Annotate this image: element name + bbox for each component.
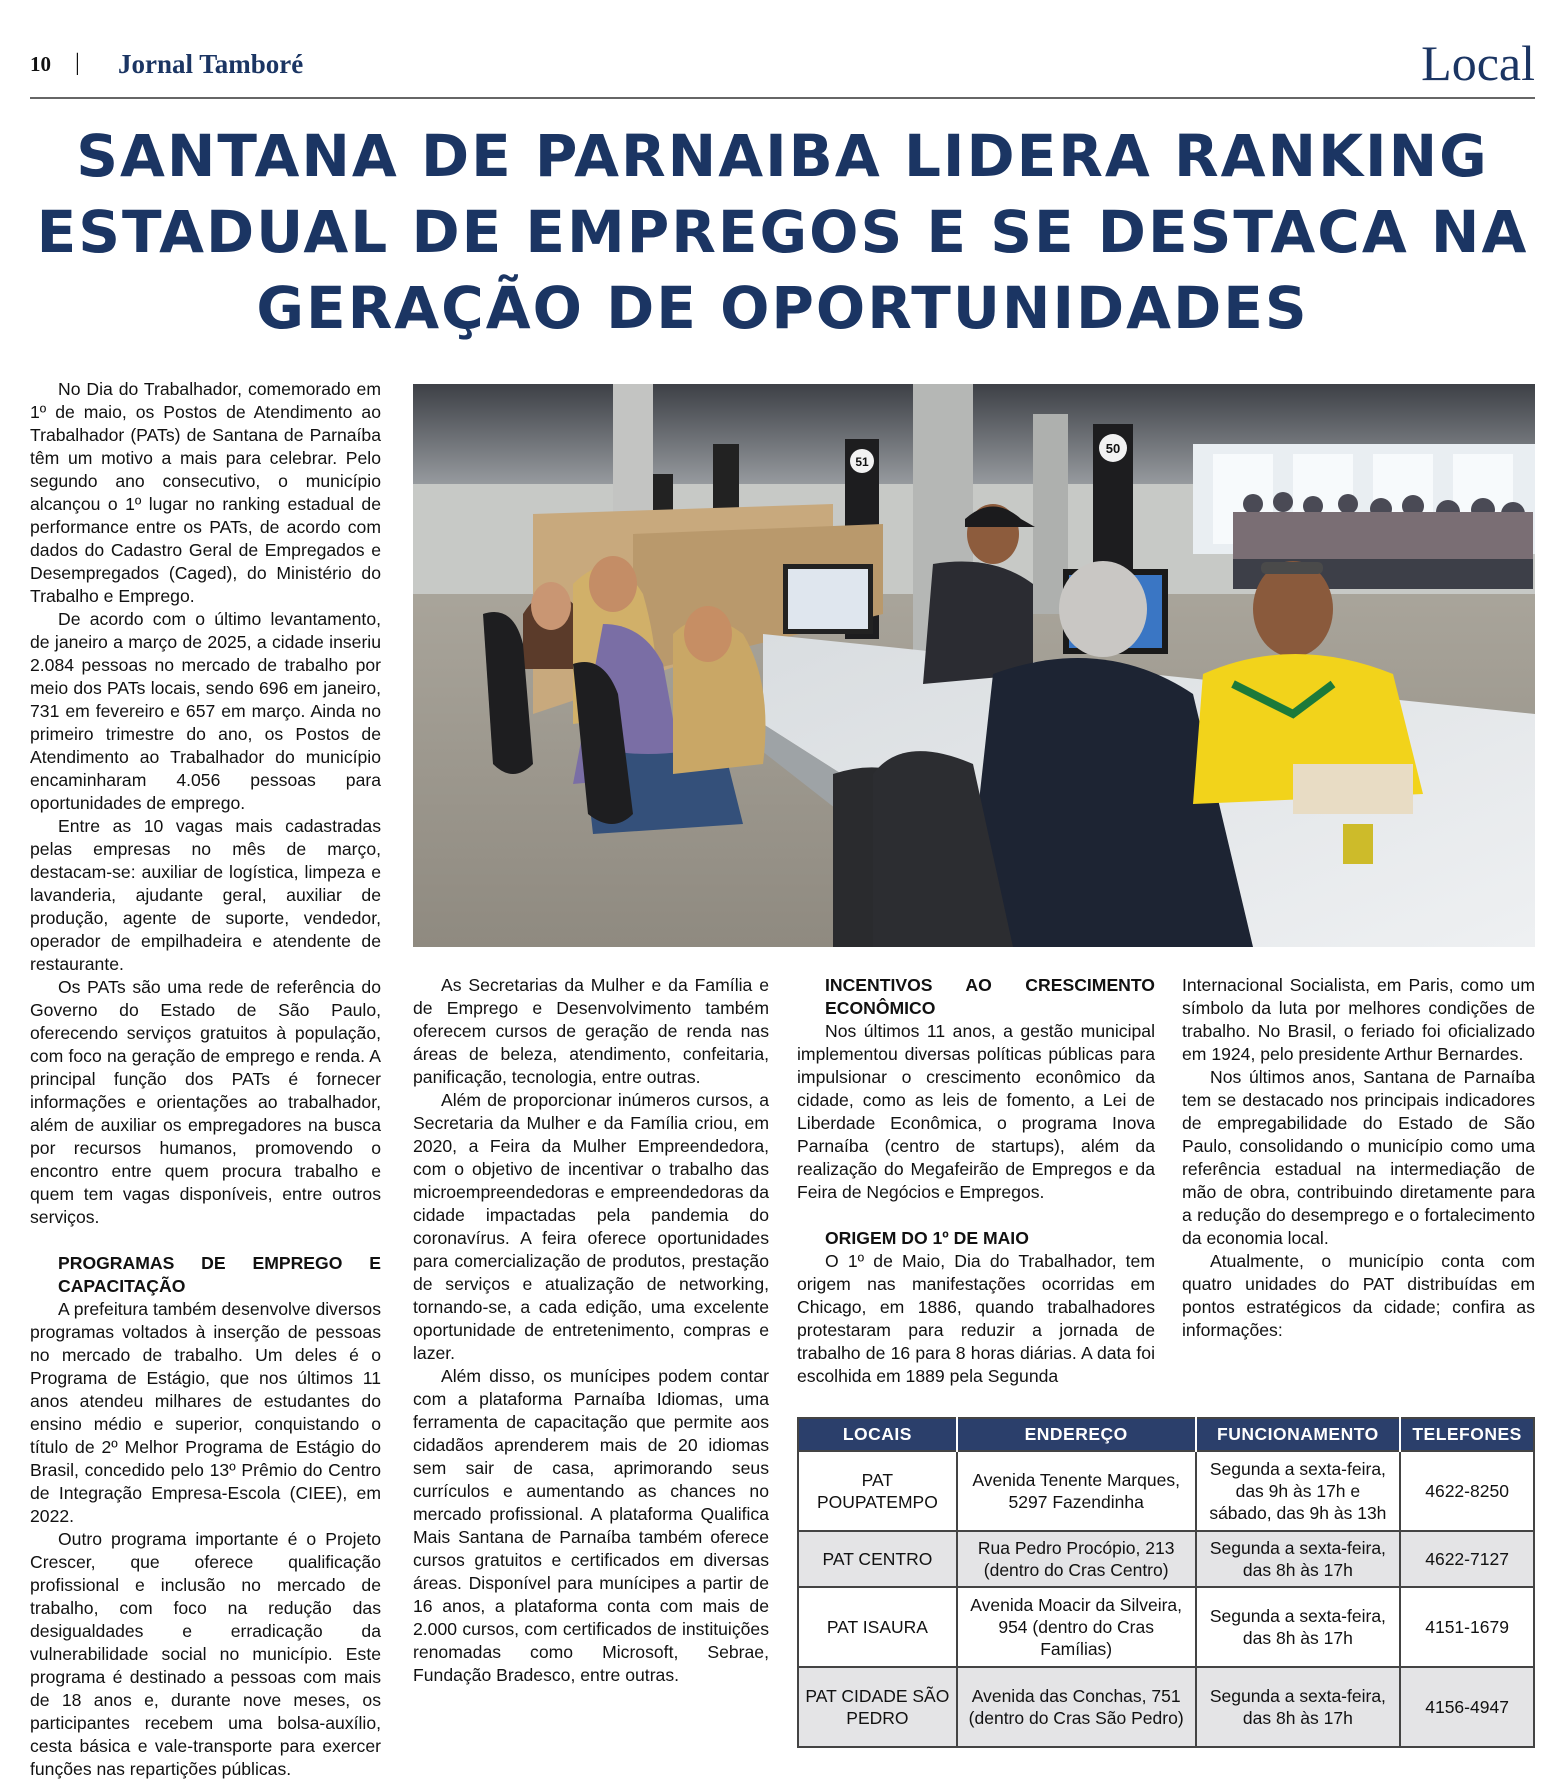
paragraph: No Dia do Trabalhador, comemorado em 1º de maio, os Postos de Atendimento ao Trabalhador (PATs) de Santana de Parnaíba têm um motivo a mais para celebrar. Pelo segundo ano consecutivo, o município alcançou o 1º lugar no ranking estadual de performance entre os PATs, de acordo com dados do Cadastro Geral de Empregados e Desempregados (Caged), do Ministério do Trabalho e Emprego. xyxy=(30,379,381,606)
article-column-1 xyxy=(30,378,381,1781)
column-header: LOCAIS xyxy=(798,1418,957,1451)
table-cell-local: PAT POUPATEMPO xyxy=(798,1451,957,1531)
booth-number: 50 xyxy=(1105,441,1121,456)
article-column-3 xyxy=(797,974,1155,1388)
table-cell-endereco: Avenida das Conchas, 751 (dentro do Cras São Pedro) xyxy=(957,1667,1196,1747)
table-row xyxy=(798,1451,1534,1531)
table-cell-funcionamento: Segunda a sexta-feira, das 8h às 17h xyxy=(1196,1667,1401,1747)
table-cell-endereco: Rua Pedro Procópio, 213 (dentro do Cras Centro) xyxy=(957,1531,1196,1587)
table-cell-endereco: Avenida Tenente Marques, 5297 Fazendinha xyxy=(957,1451,1196,1531)
paragraph: Além de proporcionar inúmeros cursos, a Secretaria da Mulher e da Família criou, em 2020, a Feira da Mulher Empreendedora, com o objetivo de incentivar o trabalho das microempreendedoras e empreendedoras da cidade impactadas pela pandemia do coronavírus. A feira oferece oportunidades para comercialização de produtos, prestação de serviços e atualização de networking, tornando-se, a cada edição, uma excelente oportunidade de entretenimento, compras e lazer. xyxy=(413,1090,769,1363)
column-header: FUNCIONAMENTO xyxy=(1196,1418,1401,1451)
table-cell-local: PAT ISAURA xyxy=(798,1587,957,1667)
page-number: 10 xyxy=(30,52,51,76)
subheading: PROGRAMAS DE EMPREGO E CAPACITAÇÃO xyxy=(58,1253,381,1296)
paragraph: Internacional Socialista, em Paris, como um símbolo da luta por melhores condições de trabalho. No Brasil, o feriado foi oficializado em 1924, pelo presidente Arthur Bernardes. xyxy=(1182,975,1535,1064)
paragraph: Atualmente, o município conta com quatro unidades do PAT distribuídas em pontos estratégicos da cidade; confira as informações: xyxy=(1182,1251,1535,1340)
table-cell-funcionamento: Segunda a sexta-feira, das 8h às 17h xyxy=(1196,1531,1401,1587)
header-rule xyxy=(30,97,1535,99)
table-row xyxy=(798,1587,1534,1667)
table-cell-local: PAT CENTRO xyxy=(798,1531,957,1587)
paragraph: Além disso, os munícipes podem contar com a plataforma Parnaíba Idiomas, uma ferramenta de capacitação que permite aos cidadãos aprenderem mais de 20 idiomas sem sair de casa, aprimorando seus currículos e aumentando as chances no mercado profissional. A plataforma Qualifica Mais Santana de Parnaíba também oferece cursos gratuitos e certificados em diversas áreas. Disponível para munícipes a partir de 16 anos, a plataforma conta com mais de 2.000 cursos, com certificados de instituições renomadas como Microsoft, Sebrae, Fundação Bradesco, entre outras. xyxy=(413,1366,769,1685)
paragraph: Nos últimos 11 anos, a gestão municipal implementou diversas políticas públicas para impulsionar o crescimento econômico da cidade, como as leis de fomento, a Lei de Liberdade Econômica, o programa Inova Parnaíba (centro de startups), além da realização do Megafeirão de Empregos e da Feira de Negócios e Empregos. xyxy=(797,1021,1155,1202)
paragraph: Entre as 10 vagas mais cadastradas pelas empresas no mês de março, destacam-se: auxiliar de logística, limpeza e lavanderia, ajudante geral, auxiliar de produção, agente de suporte, vendedor, operador de empilhadeira e atendente de restaurante. xyxy=(30,816,381,974)
newspaper-name: Jornal Tamboré xyxy=(118,49,304,79)
table-cell-local: PAT CIDADE SÃO PEDRO xyxy=(798,1667,957,1747)
article-headline: SANTANA DE PARNAIBA LIDERA RANKING ESTADUAL DE EMPREGOS E SE DESTACA NA GERAÇÃO DE OPORTUNIDADES xyxy=(36,122,1529,342)
table-row xyxy=(798,1667,1534,1747)
column-header: TELEFONES xyxy=(1400,1418,1534,1451)
table-cell-telefone: 4622-8250 xyxy=(1400,1451,1534,1531)
paragraph: O 1º de Maio, Dia do Trabalhador, tem origem nas manifestações ocorridas em Chicago, em 1886, quando trabalhadores protestaram para reduzir a jornada de trabalho de 16 para 8 horas diárias. A data foi escolhida em 1889 pela Segunda xyxy=(797,1251,1155,1386)
table-cell-endereco: Avenida Moacir da Silveira, 954 (dentro do Cras Famílias) xyxy=(957,1587,1196,1667)
table-cell-funcionamento: Segunda a sexta-feira, das 8h às 17h xyxy=(1196,1587,1401,1667)
column-header: ENDEREÇO xyxy=(957,1418,1196,1451)
table-cell-funcionamento: Segunda a sexta-feira, das 9h às 17h e sábado, das 9h às 13h xyxy=(1196,1451,1401,1531)
article-photo xyxy=(413,384,1535,947)
paragraph: De acordo com o último levantamento, de janeiro a março de 2025, a cidade inseriu 2.084 pessoas no mercado de trabalho por meio dos PATs locais, sendo 696 em janeiro, 731 em fevereiro e 657 em março. Ainda no primeiro trimestre do ano, os Postos de Atendimento ao Trabalhador do município encaminharam 4.056 pessoas para oportunidades de emprego. xyxy=(30,609,381,813)
table-cell-telefone: 4156-4947 xyxy=(1400,1667,1534,1747)
article-column-4 xyxy=(1182,974,1535,1342)
paragraph: Nos últimos anos, Santana de Parnaíba tem se destacado nos principais indicadores de empregabilidade do Estado de São Paulo, consolidando o município como uma referência estadual na intermediação de mão de obra, contribuindo diretamente para a redução do desemprego e o fortalecimento da economia local. xyxy=(1182,1067,1535,1248)
subheading: ORIGEM DO 1º DE MAIO xyxy=(825,1228,1029,1248)
article-column-2 xyxy=(413,974,769,1687)
table-row xyxy=(798,1531,1534,1587)
paragraph: As Secretarias da Mulher e da Família e de Emprego e Desenvolvimento também oferecem cursos de geração de renda nas áreas de beleza, atendimento, confeitaria, panificação, tecnologia, entre outras. xyxy=(413,975,769,1087)
header-separator: | xyxy=(75,50,80,76)
pat-locations-table xyxy=(797,1417,1535,1748)
subheading: INCENTIVOS AO CRESCIMENTO ECONÔMICO xyxy=(825,975,1155,1018)
table-header-row xyxy=(798,1418,1534,1451)
paragraph: Os PATs são uma rede de referência do Governo do Estado de São Paulo, oferecendo serviços gratuitos à população, com foco na geração de emprego e renda. A principal função dos PATs é fornecer informações e orientações ao trabalhador, além de auxiliar os empregadores na busca por recursos humanos, promovendo o encontro entre quem procura trabalho e quem tem vagas disponíveis, entre outros serviços. xyxy=(30,977,381,1227)
table-cell-telefone: 4622-7127 xyxy=(1400,1531,1534,1587)
booth-number: 51 xyxy=(855,455,869,469)
table-cell-telefone: 4151-1679 xyxy=(1400,1587,1534,1667)
paragraph: Outro programa importante é o Projeto Crescer, que oferece qualificação profissional e inclusão no mercado de trabalho, com foco na redução das desigualdades e erradicação da vulnerabilidade social no município. Este programa é destinado a pessoas com mais de 18 anos e, durante nove meses, os participantes recebem uma bolsa-auxílio, cesta básica e vale-transporte para exercer funções nas repartições públicas. xyxy=(30,1529,381,1779)
paragraph: A prefeitura também desenvolve diversos programas voltados à inserção de pessoas no mercado de trabalho. Um deles é o Programa de Estágio, que nos últimos 11 anos atendeu milhares de estudantes do ensino médio e superior, conquistando o título de 2º Melhor Programa de Estágio do Brasil, concedido pelo 13º Prêmio do Centro de Integração Empresa-Escola (CIEE), em 2022. xyxy=(30,1299,381,1526)
section-title: Local xyxy=(1421,35,1535,91)
